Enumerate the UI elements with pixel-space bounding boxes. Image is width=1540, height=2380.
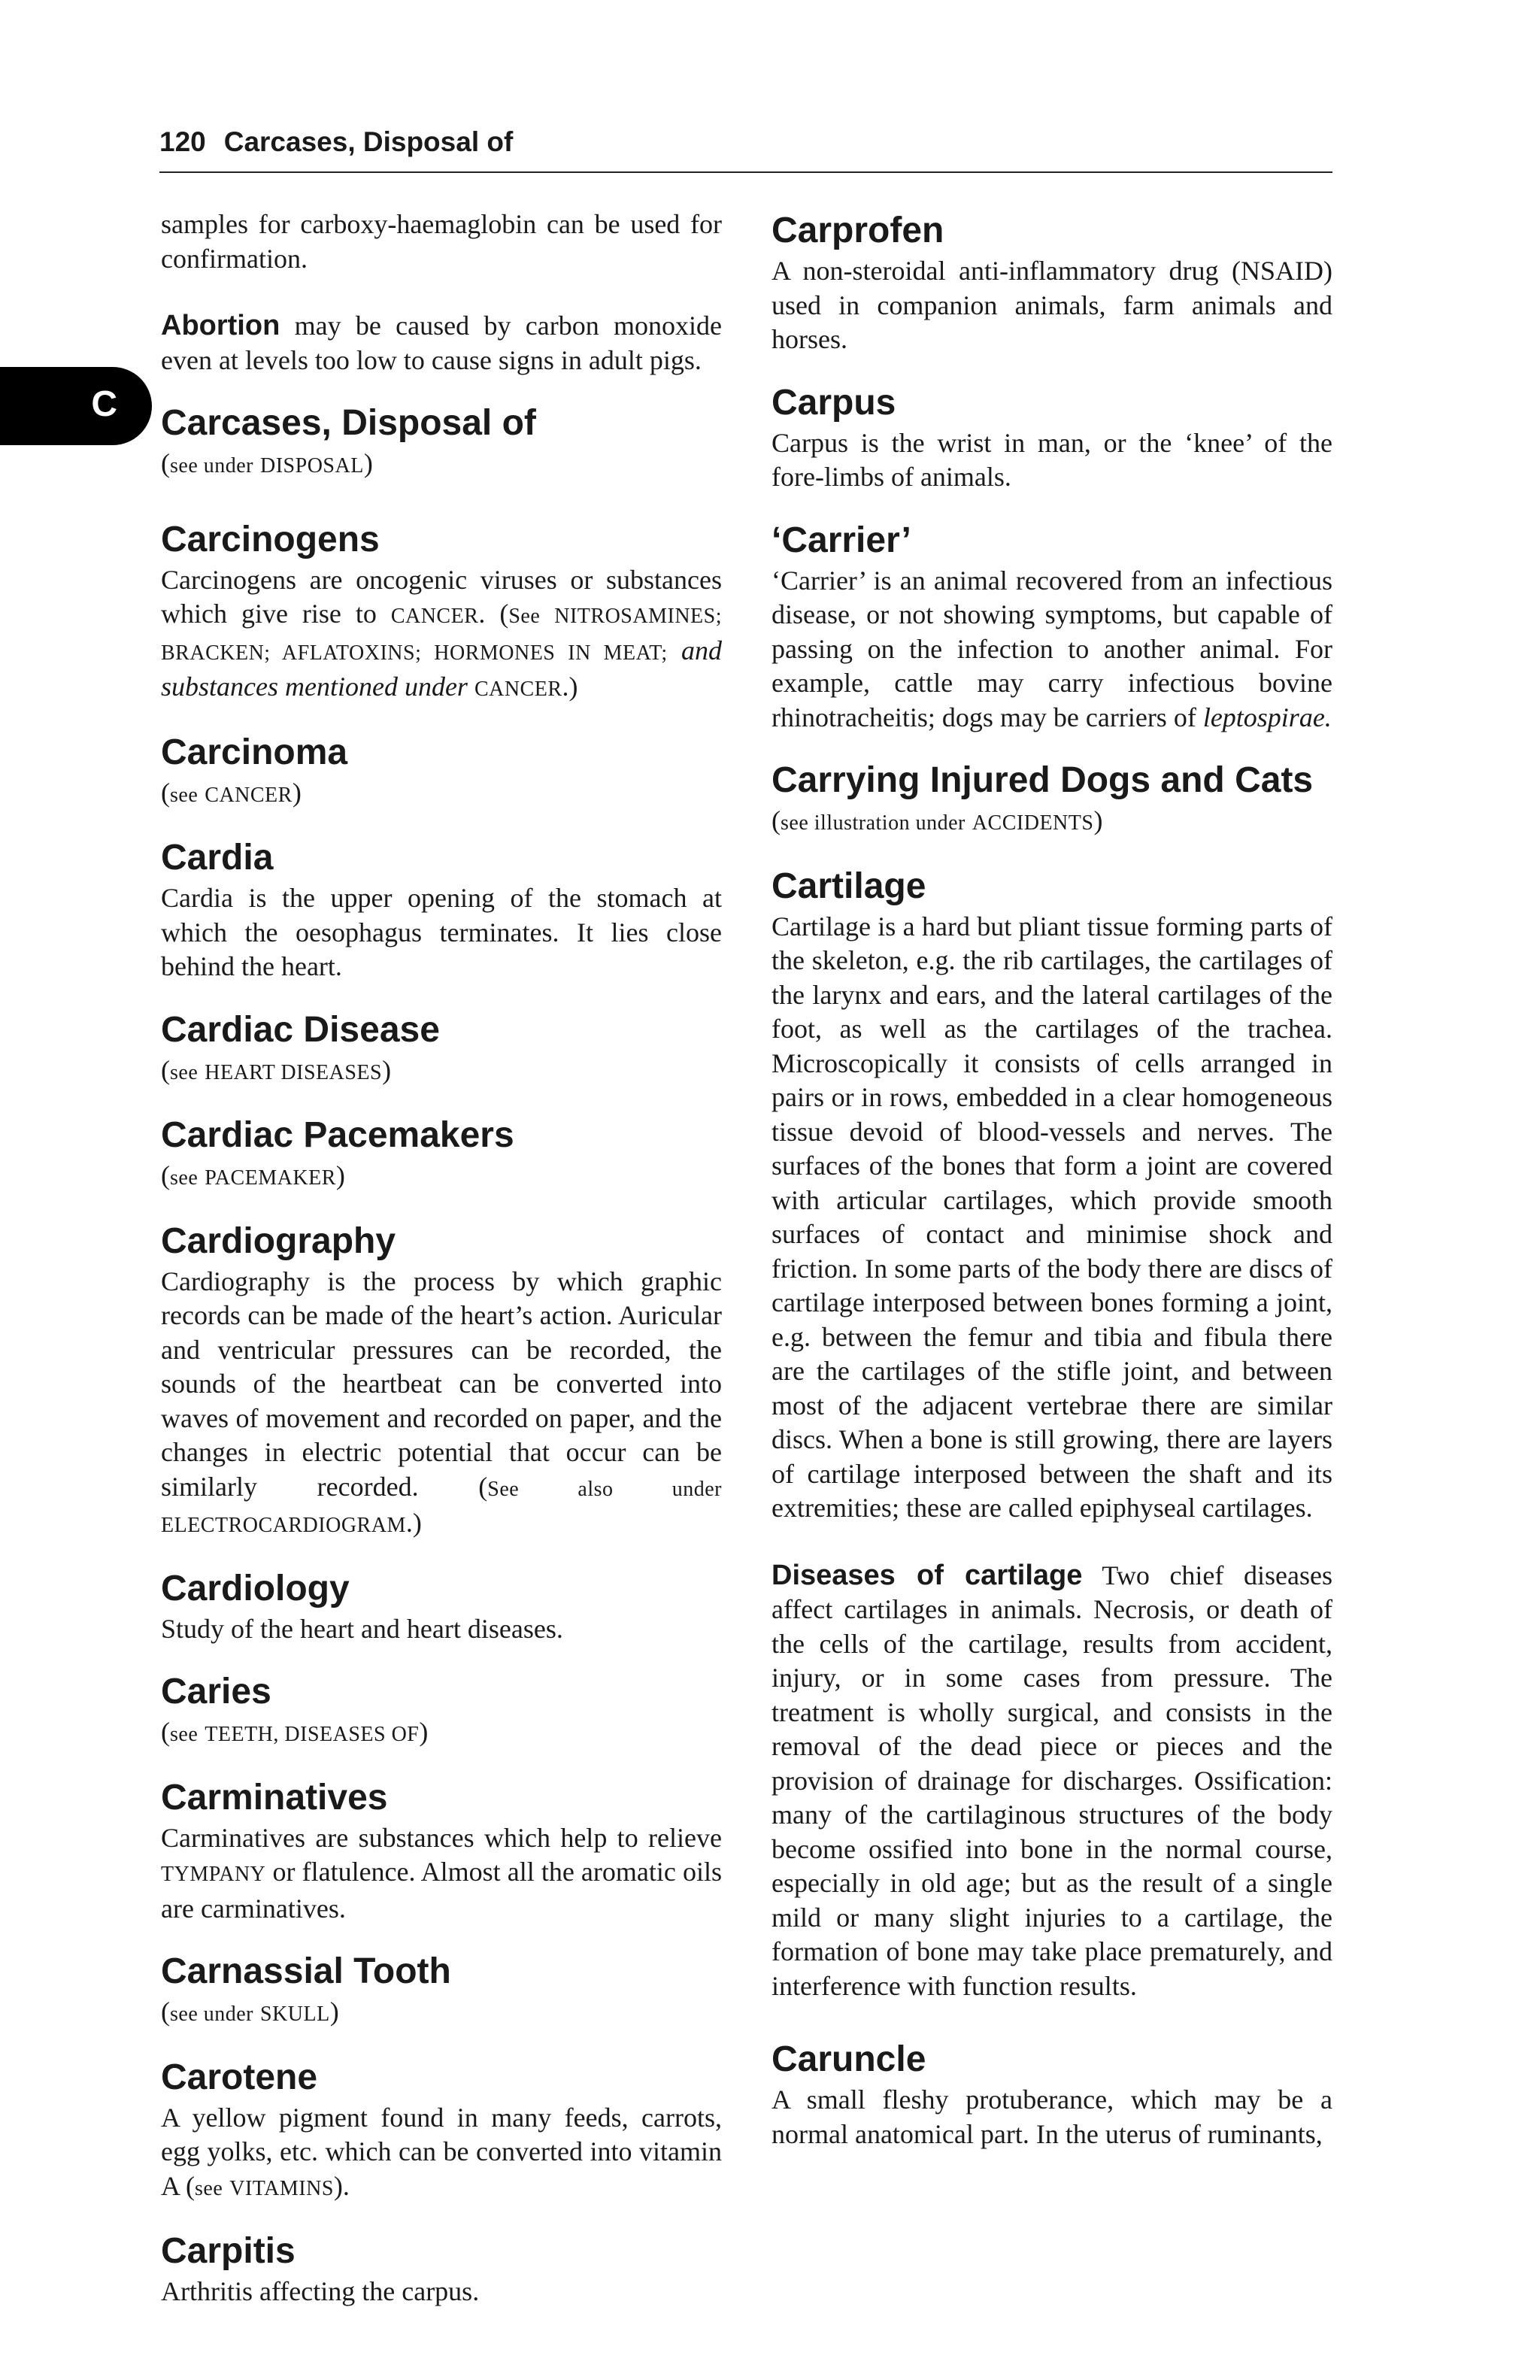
thumb-index-letter: C <box>91 384 117 424</box>
entry-text-cardiology: Study of the heart and heart diseases. <box>161 1613 563 1644</box>
crossref-link[interactable]: HEART DISEASES <box>205 1060 383 1084</box>
entry-heading-cardia: Cardia <box>161 838 274 878</box>
entry-crossref-cardiac-disease: (see HEART DISEASES) <box>161 1054 392 1085</box>
entry-heading-cardiography: Cardiography <box>161 1220 396 1261</box>
entry-text-cartilage: Cartilage is a hard but pliant tissue forming parts of the skeleton, e.g. the rib cartilages, the cartilages of the larynx and ears, and the lateral cartilages of the foot, as well as the cartilages of the trachea. Microscopically it consists of cells arranged in pairs or in rows, embedded in a clear homogeneous tissue devoid of blood-vessels and nerves. The surfaces of the bones that form a joint are covered with articular cartilages, which provide smooth surfaces of contact and minimise shock and friction. In some parts of the body there are discs of cartilage interposed between bones forming a joint, e.g. between the femur and tibia and fibula there are the cartilages of the stifle joint, and between most of the adjacent vertebrae there are similar discs. When a bone is still growing, there are layers of cartilage interposed between the shaft and its extremities; these are called epiphyseal cartilages. <box>772 911 1332 1523</box>
crossref-link[interactable]: ELECTROCARDIOGRAM <box>161 1514 406 1537</box>
crossref-link[interactable]: DISPOSAL <box>260 454 364 478</box>
entry-crossref-carcases: (see under DISPOSAL) <box>161 448 373 478</box>
crossref-link[interactable]: CANCER <box>205 783 293 807</box>
entry-heading-carcinoma: Carcinoma <box>161 732 348 772</box>
entry-crossref-caries: (see TEETH, DISEASES OF) <box>161 1717 429 1747</box>
crossref-link[interactable]: TYMPANY <box>161 1863 266 1886</box>
diseases-of-cartilage-paragraph: Diseases of cartilage Two chief diseases affect cartilages in animals. Necrosis, or death of the cells of the cartilage, results from accident, injury, or in some cases from pressure. The treatment is wholly surgical, and consists in the removal of the dead piece or pieces and the provision of drainage for discharges. Ossification: many of the cartilaginous structures of the body become ossified into bone in the normal course, especially in old age; but as the result of a single mild or many slight injuries to a cartilage, the formation of bone may take place prematurely, and interference with function results. <box>772 1559 1332 2001</box>
crossref-link[interactable]: NITROSAMINES; BRACKEN; AFLATOXINS; HORMONES IN MEAT; <box>161 605 722 665</box>
crossref-link[interactable]: TEETH, DISEASES OF <box>205 1723 420 1746</box>
entry-text-cardiography: Cardiography is the process by which graphic records can be made of the heart’s action. Auricular and ventricular pressures can be recorded, the sounds of the heartbeat can be converted into waves of movement and recorded on paper, and the changes in electric potential that occur can be similarly recorded. (See also under ELECTROCARDIOGRAM.) <box>161 1266 722 1538</box>
page-number: 120 <box>159 126 206 157</box>
crossref-link[interactable]: ACCIDENTS <box>972 811 1094 835</box>
entry-text-carpus: Carpus is the wrist in man, or the ‘knee’ of the fore-limbs of animals. <box>772 427 1332 492</box>
entry-text-carminatives: Carminatives are substances which help to relieve TYMPANY or flatulence. Almost all the aromatic oils are carminatives. <box>161 1822 722 1924</box>
entry-heading-carnassial-tooth: Carnassial Tooth <box>161 1951 451 1991</box>
abortion-text: may be caused by carbon monoxide even at levels too low to cause signs in adult pigs. <box>161 311 722 375</box>
entry-heading-carminatives: Carminatives <box>161 1777 388 1818</box>
entry-heading-caries: Caries <box>161 1672 271 1711</box>
left-column <box>161 208 722 2309</box>
entry-heading-carcinogens: Carcinogens <box>161 519 380 559</box>
crossref-link[interactable]: CANCER <box>390 605 479 628</box>
entry-crossref-carcinoma: (see CANCER) <box>161 777 302 808</box>
thumb-index-tab <box>0 367 152 445</box>
crossref-link[interactable]: PACEMAKER <box>205 1166 336 1190</box>
abortion-subheading: Abortion <box>161 310 280 341</box>
entry-text-carotene: A yellow pigment found in many feeds, carrots, egg yolks, etc. which can be converted into vitamin A (see VITAMINS). <box>161 2102 722 2201</box>
intro-paragraph: samples for carboxy-haemaglobin can be used for confirmation. <box>161 209 722 274</box>
diseases-of-cartilage-subheading: Diseases of cartilage <box>772 1559 1083 1591</box>
entry-crossref-carnassial-tooth: (see under SKULL) <box>161 1996 339 2027</box>
entry-text-carcinogens: Carcinogens are oncogenic viruses or substances which give rise to CANCER. (See NITROSAMINES; BRACKEN; AFLATOXINS; HORMONES IN MEAT; and substances mentioned under CANCER.) <box>161 564 723 702</box>
crossref-link[interactable]: SKULL <box>260 2003 330 2026</box>
entry-crossref-carrying-injured: (see illustration under ACCIDENTS) <box>772 805 1103 835</box>
entry-heading-cardiology: Cardiology <box>161 1568 350 1608</box>
entry-heading-carpus: Carpus <box>772 382 896 423</box>
right-column <box>772 208 1332 2151</box>
entry-heading-cartilage: Cartilage <box>772 866 926 906</box>
entry-heading-carotene: Carotene <box>161 2057 318 2097</box>
entry-crossref-cardiac-pacemakers: (see PACEMAKER) <box>161 1160 345 1190</box>
abortion-paragraph <box>161 309 722 377</box>
entry-heading-carcases: Carcases, Disposal of <box>161 403 536 443</box>
crossref-link[interactable]: CANCER <box>474 678 562 701</box>
entry-heading-carrying-injured: Carrying Injured Dogs and Cats <box>772 760 1314 800</box>
entry-heading-cardiac-pacemakers: Cardiac Pacemakers <box>161 1115 514 1155</box>
entry-heading-carprofen: Carprofen <box>772 211 944 250</box>
entry-heading-carpitis: Carpitis <box>161 2231 296 2271</box>
running-title: Carcases, Disposal of <box>223 126 514 157</box>
entry-heading-cardiac-disease: Cardiac Disease <box>161 1009 440 1050</box>
crossref-link[interactable]: VITAMINS <box>229 2176 334 2200</box>
entry-text-cardia: Cardia is the upper opening of the stomach at which the oesophagus terminates. It lies close behind the heart. <box>161 883 722 981</box>
running-header <box>159 126 1332 173</box>
entry-heading-caruncle: Caruncle <box>772 2039 926 2079</box>
entry-text-carprofen: A non-steroidal anti-inflammatory drug (NSAID) used in companion animals, farm animals and horses. <box>772 256 1332 354</box>
entry-heading-carrier: ‘Carrier’ <box>772 520 911 560</box>
entry-text-caruncle: A small fleshy protuberance, which may be a normal anatomical part. In the uterus of ruminants, <box>772 2084 1332 2149</box>
entry-text-carrier: ‘Carrier’ is an animal recovered from an infectious disease, or not showing symptoms, but capable of passing on the infection to another animal. For example, cattle may carry infectious bovine rhinotracheitis; dogs may be carriers of leptospirae. <box>772 565 1332 732</box>
entry-text-carpitis: Arthritis affecting the carpus. <box>161 2276 480 2306</box>
